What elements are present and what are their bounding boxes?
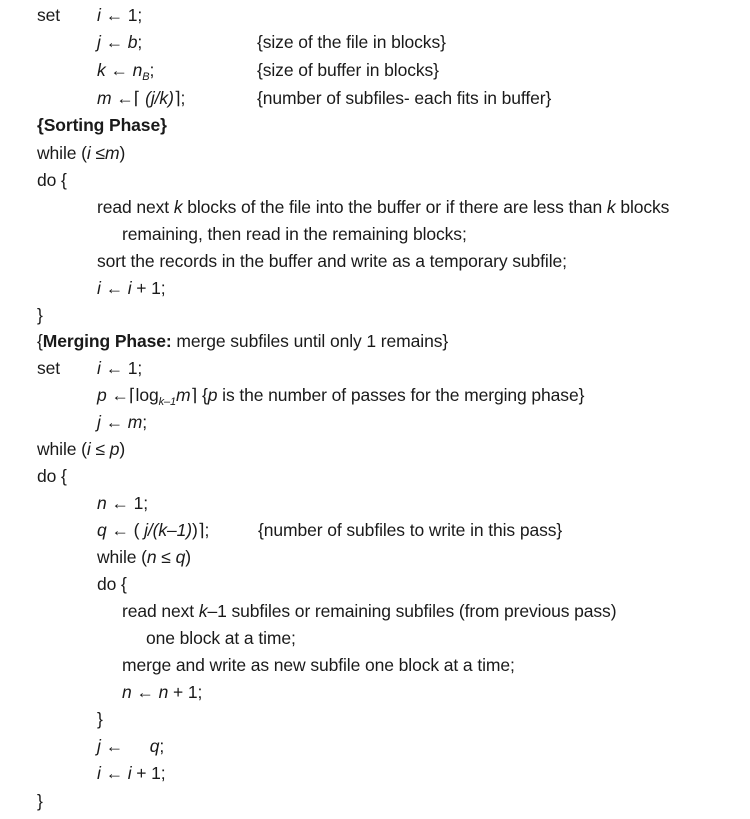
assign-arrow: ← (136, 682, 154, 702)
merging-p-assign (97, 384, 584, 406)
paren-close: ) (119, 143, 126, 163)
merging-do: do { (37, 466, 67, 486)
read-text-a: read next (97, 197, 174, 217)
var-k: k (97, 60, 106, 80)
assign-arrow: ← (105, 763, 123, 783)
var-i: i (127, 278, 132, 298)
inner-one-block: one block at a time; (146, 628, 296, 648)
keyword-while: while (37, 439, 77, 459)
var-p: p (109, 439, 120, 459)
semicolon: ; (137, 5, 143, 25)
plus-one: + 1; (172, 682, 203, 702)
sorting-while (37, 142, 125, 164)
literal-one: 1; (133, 493, 148, 513)
var-n: n (158, 682, 169, 702)
assign-arrow: ← (110, 60, 128, 80)
sorting-close-brace: } (37, 305, 43, 325)
merging-j-update (97, 735, 164, 757)
merging-q-assign (97, 519, 209, 541)
var-p: p (207, 385, 218, 405)
var-q: q (149, 736, 160, 756)
plus-one: + 1; (136, 278, 166, 298)
assign-arrow: ← (105, 736, 123, 756)
assign-arrow: ← (105, 5, 123, 25)
assign-arrow: ← (111, 385, 129, 405)
comment-file-size: {size of the file in blocks} (257, 32, 446, 52)
var-n: n (146, 547, 157, 567)
expr-j-over-k-minus-1: j/(k–1) (144, 520, 192, 540)
paren-close: ) (185, 547, 191, 567)
right-ceiling: ⌉ (173, 88, 181, 108)
inner-merge-line: merge and write as new subfile one block at a time; (122, 655, 515, 675)
keyword-while: while (97, 547, 137, 567)
paren-open: ( (133, 520, 140, 540)
var-i: i (86, 143, 91, 163)
var-i: i (97, 5, 101, 25)
inner-close-brace: } (97, 709, 103, 729)
merging-heading-rest: merge subfiles until only 1 remains} (171, 331, 449, 351)
semicolon: ; (142, 412, 147, 432)
var-m: m (104, 143, 120, 163)
expr-j-over-k: (j/k) (145, 88, 174, 108)
assign-arrow: ← (105, 358, 123, 378)
merging-while (37, 438, 125, 460)
plus-one: + 1; (136, 763, 166, 783)
sorting-sort-line: sort the records in the buffer and write as a temporary subfile; (97, 251, 567, 271)
var-q: q (97, 520, 107, 540)
var-i: i (97, 358, 101, 378)
le-symbol: ≤ (161, 547, 171, 567)
merging-set: set (37, 358, 61, 378)
inner-n-incr (122, 681, 202, 703)
literal-one: 1 (127, 5, 138, 25)
assign-arrow: ← (105, 278, 123, 298)
semicolon: ; (180, 88, 186, 108)
assign-arrow: ← (111, 493, 129, 513)
comment-subfiles-this-pass: {number of subfiles to write in this pass} (258, 520, 563, 540)
sorting-remaining-line: remaining, then read in the remaining blocks; (122, 224, 467, 244)
var-k: k (173, 197, 183, 217)
merging-i-incr (97, 762, 166, 784)
sorting-phase-heading (37, 114, 167, 136)
keyword-while: while (37, 143, 77, 163)
read-text: read next (122, 601, 199, 621)
var-j: j (97, 736, 101, 756)
paren-open: ( (141, 547, 147, 567)
sorting-incr-line (97, 277, 166, 299)
var-m: m (127, 412, 143, 432)
semicolon: ; (159, 736, 165, 756)
left-ceiling: ⌈ (128, 385, 136, 405)
merging-n-init (97, 492, 148, 514)
left-ceiling: ⌈ (133, 88, 141, 108)
var-n: n (122, 682, 132, 702)
read-text-c: blocks (615, 197, 670, 217)
sorting-read-line (97, 196, 669, 218)
var-q: q (175, 547, 186, 567)
semicolon: ; (137, 32, 143, 52)
var-n: n (132, 60, 143, 80)
right-ceiling: ⌉ (197, 520, 205, 540)
var-p: p (97, 385, 107, 405)
literal-one: 1; (127, 358, 143, 378)
inner-while (97, 546, 191, 568)
sorting-heading-text: {Sorting Phase} (37, 115, 167, 135)
merging-heading-bold: Merging Phase: (42, 331, 172, 351)
log-subscript: k–1 (158, 396, 177, 408)
var-j: j (97, 412, 101, 432)
read-text-b: blocks of the file into the buffer or if there are less than (182, 197, 607, 217)
right-ceiling: ⌉ (190, 385, 198, 405)
var-i: i (86, 439, 91, 459)
line-set-i-assign (97, 4, 142, 26)
var-m: m (176, 385, 191, 405)
var-k: k (606, 197, 616, 217)
inner-do: do { (97, 574, 127, 594)
paren-close: ) (119, 439, 126, 459)
var-j: j (97, 32, 101, 52)
line-set-i (37, 4, 60, 26)
merging-i-assign (97, 357, 142, 379)
var-i: i (97, 278, 101, 298)
sorting-do: do { (37, 170, 67, 190)
merging-j-assign (97, 411, 147, 433)
var-k: k (198, 601, 208, 621)
brace-open: { (202, 385, 208, 405)
comment-num-subfiles: {number of subfiles- each fits in buffer} (257, 88, 552, 108)
le-symbol: ≤ (95, 439, 105, 459)
assign-arrow: ← (105, 32, 123, 52)
var-i: i (97, 763, 101, 783)
le-symbol: ≤ (95, 143, 105, 163)
merging-phase-heading (37, 330, 448, 352)
keyword-set: set (37, 5, 61, 25)
comment-buffer-size: {size of buffer in blocks} (257, 60, 439, 80)
var-m: m (97, 88, 112, 108)
subscript-b: B (142, 71, 150, 83)
merging-close-brace: } (37, 791, 43, 811)
inner-read-line (122, 600, 616, 622)
paren-open: ( (81, 439, 87, 459)
paren-open: ( (81, 143, 87, 163)
read-rest: –1 subfiles or remaining subfiles (from previous pass) (207, 601, 617, 621)
var-n: n (97, 493, 107, 513)
assign-arrow: ← (111, 520, 129, 540)
semicolon: ; (204, 520, 210, 540)
brace-open: { (37, 331, 43, 351)
line-m-assign (97, 87, 185, 109)
semicolon: ; (149, 60, 155, 80)
passes-comment: is the number of passes for the merging phase} (217, 385, 585, 405)
line-j-assign (97, 31, 142, 53)
log-text: log (135, 385, 159, 405)
var-i: i (127, 763, 132, 783)
paren-close: ) (192, 520, 198, 540)
assign-arrow: ← (105, 412, 123, 432)
line-k-assign (97, 59, 154, 81)
var-b: b (127, 32, 138, 52)
assign-arrow: ← (116, 88, 134, 108)
